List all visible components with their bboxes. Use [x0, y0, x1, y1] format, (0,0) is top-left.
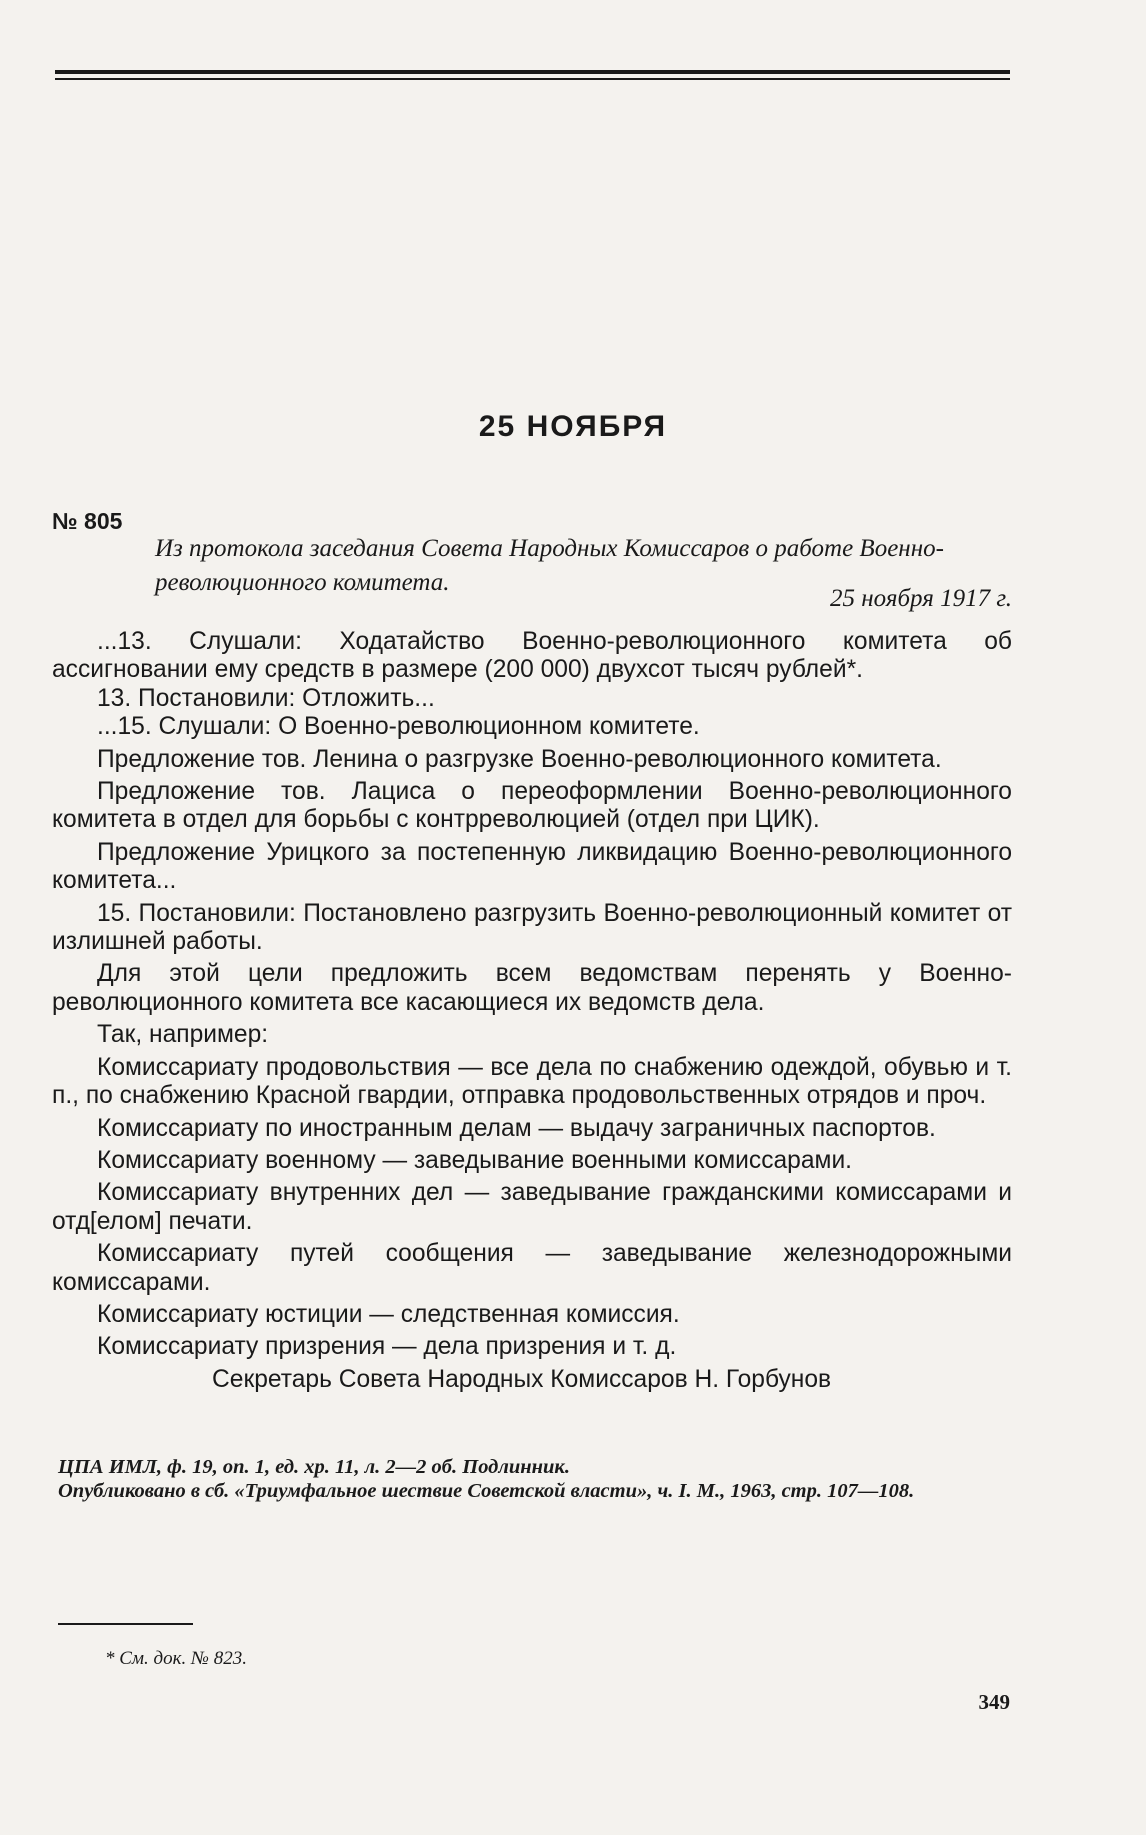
footnote-rule	[58, 1623, 193, 1625]
document-date: 25 ноября 1917 г.	[830, 585, 1012, 612]
page-number: 349	[978, 1690, 1010, 1714]
paragraph: 13. Постановили: Отложить...	[97, 684, 435, 712]
paragraph: Комиссариату юстиции — следственная комиссия.	[97, 1300, 680, 1328]
paragraph: Комиссариату внутренних дел — заведывание гражданскими комиссарами и отд[елом] печати.	[52, 1179, 1012, 1235]
archive-source: ЦПА ИМЛ, ф. 19, оп. 1, ед. хр. 11, л. 2—2 об. Подлинник.	[58, 1456, 570, 1478]
signature: Секретарь Совета Народных Комиссаров Н. Горбунов	[212, 1365, 832, 1393]
document-body	[52, 628, 1012, 1394]
paragraph: Так, например:	[97, 1021, 269, 1049]
document-title: Из протокола заседания Совета Народных Комиссаров о работе Военно-революционного комитета.	[155, 535, 944, 596]
archive-reference	[58, 1455, 1013, 1503]
date-heading: 25 НОЯБРЯ	[478, 410, 668, 443]
paragraph: Предложение тов. Лациса о переоформлении Военно-революционного комитета в отдел для борьбы с контрреволюцией (отдел при ЦИК).	[52, 778, 1012, 834]
top-rule-thick	[55, 70, 1010, 74]
paragraph: Предложение Урицкого за постепенную ликвидацию Военно-революционного комитета...	[52, 838, 1012, 895]
paragraph: Комиссариату путей сообщения — заведывание железнодорожными комиссарами.	[52, 1240, 1012, 1296]
footnote: * См. док. № 823.	[105, 1648, 247, 1669]
document-number: № 805	[52, 508, 123, 534]
paragraph: Комиссариату продовольствия — все дела по снабжению одеждой, обувью и т. п., по снабжению Красной гвардии, отправка продовольственных отрядов и проч.	[52, 1053, 1012, 1110]
paragraph: 15. Постановили: Постановлено разгрузить Военно-революционный комитет от излишней работы.	[52, 899, 1012, 956]
archive-publication: Опубликовано в сб. «Триумфальное шествие Советской власти», ч. I. М., 1963, стр. 107—108.	[58, 1480, 915, 1502]
paragraph: Комиссариату военному — заведывание военными комиссарами.	[97, 1146, 853, 1174]
paragraph: Комиссариату призрения — дела призрения и т. д.	[97, 1333, 677, 1361]
paragraph: Для этой цели предложить всем ведомствам перенять у Военно-революционного комитета все касающиеся их ведомств дела.	[52, 960, 1012, 1016]
top-rule-thin	[55, 78, 1010, 80]
paragraph: ...13. Слушали: Ходатайство Военно-революционного комитета об ассигновании ему средств в размере (200 000) двухсот тысяч рублей*.	[52, 628, 1012, 684]
paragraph: Комиссариату по иностранным делам — выдачу заграничных паспортов.	[97, 1114, 936, 1142]
paragraph: Предложение тов. Ленина о разгрузке Военно-революционного комитета.	[97, 745, 942, 773]
paragraph: ...15. Слушали: О Военно-революционном комитете.	[97, 713, 700, 741]
